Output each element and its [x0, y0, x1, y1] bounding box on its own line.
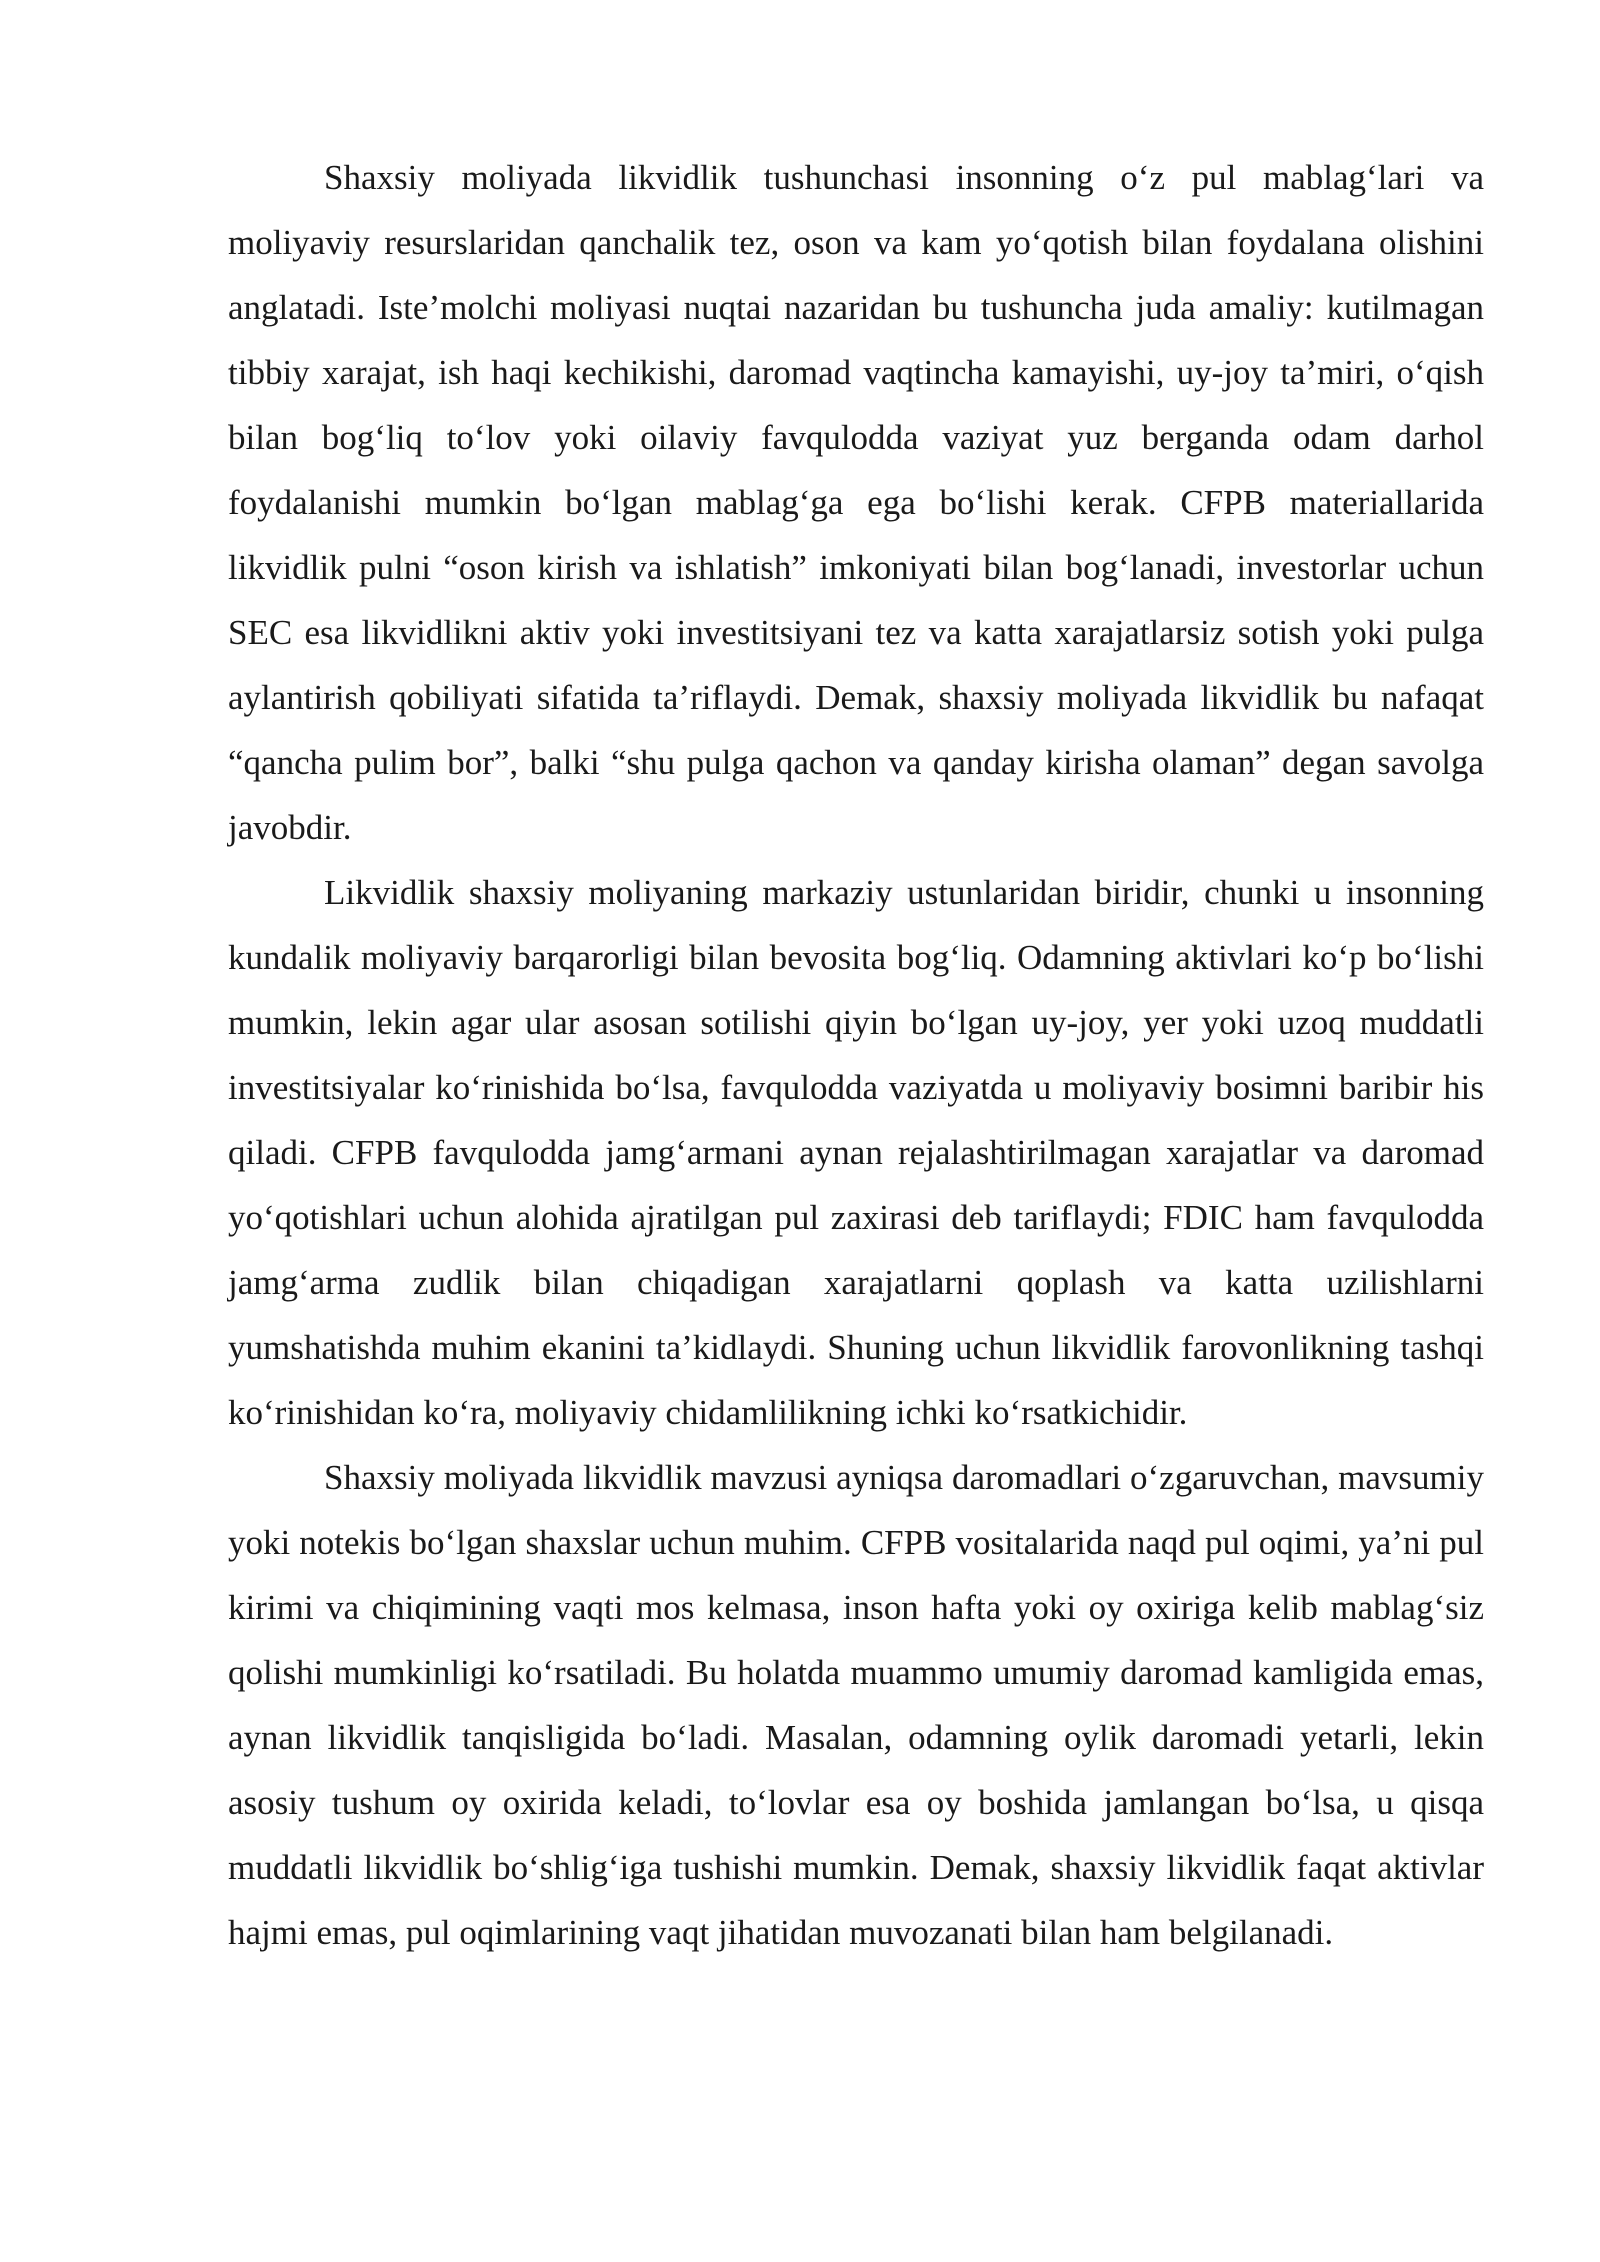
paragraph-1: Shaxsiy moliyada likvidlik tushunchasi insonning o‘z pul mablag‘lari va moliyaviy resurslaridan qanchalik tez, oson va kam yo‘qotish bilan foydalana olishini anglatadi. Iste’molchi moliyasi nuqtai nazaridan bu tushuncha juda amaliy: kutilmagan tibbiy xarajat, ish haqi kechikishi, daromad vaqtincha kamayishi, uy-joy ta’miri, o‘qish bilan bog‘liq to‘lov yoki oilaviy favqulodda vaziyat yuz berganda odam darhol foydalanishi mumkin bo‘lgan mablag‘ga ega bo‘lishi kerak. CFPB materiallarida likvidlik pulni “oson kirish va ishlatish” imkoniyati bilan bog‘lanadi, investorlar uchun SEC esa likvidlikni aktiv yoki investitsiyani tez va katta xarajatlarsiz sotish yoki pulga aylantirish qobiliyati sifatida ta’riflaydi. Demak, shaxsiy moliyada likvidlik bu nafaqat “qancha pulim bor”, balki “shu pulga qachon va qanday kirisha olaman” degan savolga javobdir. — [228, 158, 1484, 847]
paragraph-2: Likvidlik shaxsiy moliyaning markaziy ustunlaridan biridir, chunki u insonning kundalik moliyaviy barqarorligi bilan bevosita bog‘liq. Odamning aktivlari ko‘p bo‘lishi mumkin, lekin agar ular asosan sotilishi qiyin bo‘lgan uy-joy, yer yoki uzoq muddatli investitsiyalar ko‘rinishida bo‘lsa, favqulodda vaziyatda u moliyaviy bosimni baribir his qiladi. CFPB favqulodda jamg‘armani aynan rejalashtirilmagan xarajatlar va daromad yo‘qotishlari uchun alohida ajratilgan pul zaxirasi deb tariflaydi; FDIC ham favqulodda jamg‘arma zudlik bilan chiqadigan xarajatlarni qoplash va katta uzilishlarni yumshatishda muhim ekanini ta’kidlaydi. Shuning uchun likvidlik farovonlikning tashqi ko‘rinishidan ko‘ra, moliyaviy chidamlilikning ichki ko‘rsatkichidir. — [228, 873, 1484, 1432]
document-body — [228, 145, 1484, 1965]
paragraph-3: Shaxsiy moliyada likvidlik mavzusi ayniqsa daromadlari o‘zgaruvchan, mavsumiy yoki notekis bo‘lgan shaxslar uchun muhim. CFPB vositalarida naqd pul oqimi, ya’ni pul kirimi va chiqimining vaqti mos kelmasa, inson hafta yoki oy oxiriga kelib mablag‘siz qolishi mumkinligi ko‘rsatiladi. Bu holatda muammo umumiy daromad kamligida emas, aynan likvidlik tanqisligida bo‘ladi. Masalan, odamning oylik daromadi yetarli, lekin asosiy tushum oy oxirida keladi, to‘lovlar esa oy boshida jamlangan bo‘lsa, u qisqa muddatli likvidlik bo‘shlig‘iga tushishi mumkin. Demak, shaxsiy likvidlik faqat aktivlar hajmi emas, pul oqimlarining vaqt jihatidan muvozanati bilan ham belgilanadi. — [228, 1458, 1484, 1952]
